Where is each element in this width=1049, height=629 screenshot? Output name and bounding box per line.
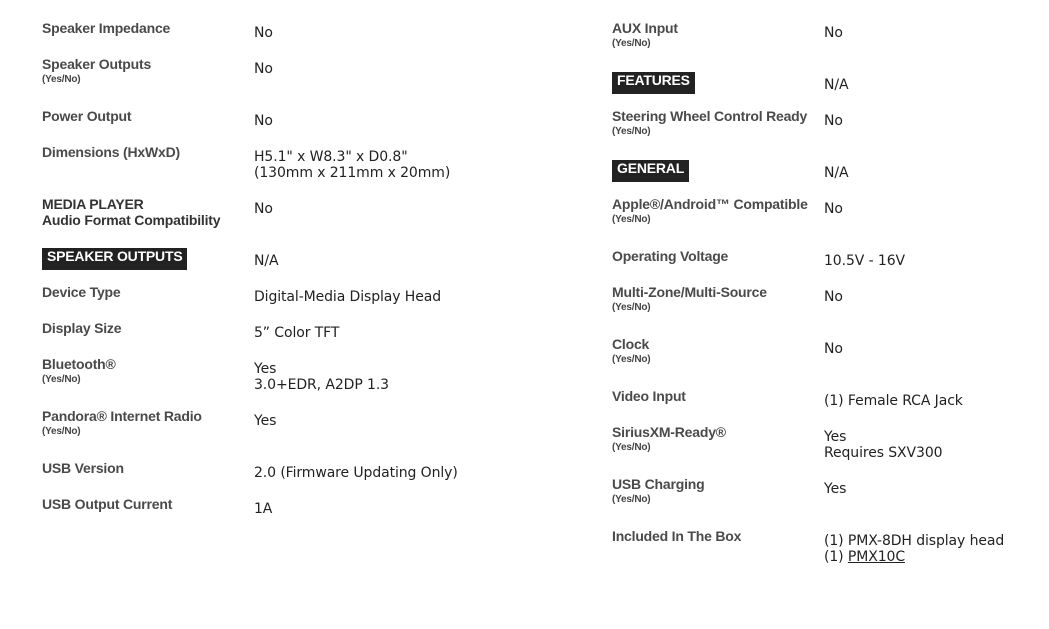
spec-label: USB Version (42, 460, 124, 476)
spec-label-secondary: Audio Format Compatibility (42, 212, 221, 228)
spec-row-power-output (42, 108, 462, 144)
spec-value: Yes (824, 429, 847, 445)
spec-label: Included In The Box (612, 528, 742, 544)
spec-label: Display Size (42, 320, 122, 336)
spec-value: N/A (254, 253, 279, 269)
spec-label: Apple®/Android™ Compatible (612, 196, 808, 212)
spec-value: Digital-Media Display Head (254, 289, 442, 305)
spec-value: Yes (824, 481, 847, 497)
spec-label: Device Type (42, 284, 121, 300)
spec-value: No (254, 113, 273, 129)
spec-label: Operating Voltage (612, 248, 729, 264)
spec-label: Video Input (612, 388, 686, 404)
spec-hint: (Yes/No) (612, 126, 651, 137)
spec-value: N/A (824, 77, 849, 93)
spec-row-speaker-impedance (42, 20, 462, 56)
spec-section-general (612, 160, 1032, 196)
spec-value: No (824, 201, 843, 217)
spec-value: (1) Female RCA Jack (824, 393, 963, 409)
spec-hint: (Yes/No) (612, 354, 651, 365)
spec-value: (1) PMX-8DH display head (824, 533, 1005, 549)
spec-label: Speaker Impedance (42, 20, 171, 36)
spec-value-with-link (824, 549, 1032, 565)
spec-row-usb-charging (612, 476, 1032, 528)
spec-value: 3.0+EDR, A2DP 1.3 (254, 377, 389, 393)
spec-row-pandora (42, 408, 462, 460)
section-heading: FEATURES (612, 72, 695, 94)
spec-label: USB Charging (612, 476, 705, 492)
spec-label: SiriusXM-Ready® (612, 424, 726, 440)
spec-row-display-size (42, 320, 462, 356)
spec-value: No (254, 25, 273, 41)
spec-value: Yes (254, 413, 277, 429)
spec-value: 5” Color TFT (254, 325, 340, 341)
spec-label: Power Output (42, 108, 132, 124)
spec-row-bluetooth (42, 356, 462, 408)
spec-row-included-in-box (612, 528, 1032, 580)
spec-label: Multi-Zone/Multi-Source (612, 284, 767, 300)
spec-hint: (Yes/No) (612, 442, 651, 453)
spec-row-dimensions (42, 144, 462, 196)
spec-value: (130mm x 211mm x 20mm) (254, 165, 451, 181)
spec-column-left (42, 20, 462, 532)
spec-row-usb-output-current (42, 496, 462, 532)
spec-label: AUX Input (612, 20, 678, 36)
spec-hint: (Yes/No) (612, 214, 651, 225)
spec-row-usb-version (42, 460, 462, 496)
spec-column-right (612, 20, 1032, 580)
spec-value: N/A (824, 165, 849, 181)
spec-hint: (Yes/No) (42, 374, 81, 385)
spec-value: No (824, 113, 843, 129)
spec-row-steering-wheel (612, 108, 1032, 160)
spec-row-media-player (42, 196, 462, 248)
spec-label: Bluetooth® (42, 356, 116, 372)
spec-value-prefix: (1) (824, 549, 848, 565)
spec-row-device-type (42, 284, 462, 320)
spec-row-siriusxm (612, 424, 1032, 476)
spec-value: 1A (254, 501, 273, 517)
spec-section-features (612, 72, 1032, 108)
spec-label: Clock (612, 336, 650, 352)
spec-value: No (824, 289, 843, 305)
spec-label: Pandora® Internet Radio (42, 408, 202, 424)
spec-value: No (254, 61, 273, 77)
spec-row-video-input (612, 388, 1032, 424)
spec-hint: (Yes/No) (612, 302, 651, 313)
spec-row-aux-input (612, 20, 1032, 72)
pmx10c-link[interactable]: PMX10C (847, 549, 905, 565)
spec-value: 10.5V - 16V (824, 253, 905, 269)
section-heading: SPEAKER OUTPUTS (42, 248, 187, 270)
spec-hint: (Yes/No) (612, 494, 651, 505)
spec-label: Steering Wheel Control Ready (612, 108, 808, 124)
spec-value: No (254, 201, 273, 217)
spec-hint: (Yes/No) (42, 426, 81, 437)
spec-section-speaker-outputs (42, 248, 462, 284)
spec-label: Speaker Outputs (42, 56, 152, 72)
spec-value: No (824, 341, 843, 357)
spec-hint: (Yes/No) (612, 38, 651, 49)
spec-label: Dimensions (HxWxD) (42, 144, 180, 160)
spec-hint: (Yes/No) (42, 74, 81, 85)
spec-value: No (824, 25, 843, 41)
spec-row-apple-android (612, 196, 1032, 248)
spec-value: 2.0 (Firmware Updating Only) (254, 465, 458, 481)
spec-value: Requires SXV300 (824, 445, 943, 461)
spec-label: MEDIA PLAYER (42, 196, 144, 212)
section-heading: GENERAL (612, 160, 689, 182)
spec-value: H5.1" x W8.3" x D0.8" (254, 149, 408, 165)
spec-label: USB Output Current (42, 496, 173, 512)
spec-row-multi-zone (612, 284, 1032, 336)
spec-row-speaker-outputs (42, 56, 462, 108)
spec-row-operating-voltage (612, 248, 1032, 284)
spec-row-clock (612, 336, 1032, 388)
spec-value: Yes (254, 361, 277, 377)
